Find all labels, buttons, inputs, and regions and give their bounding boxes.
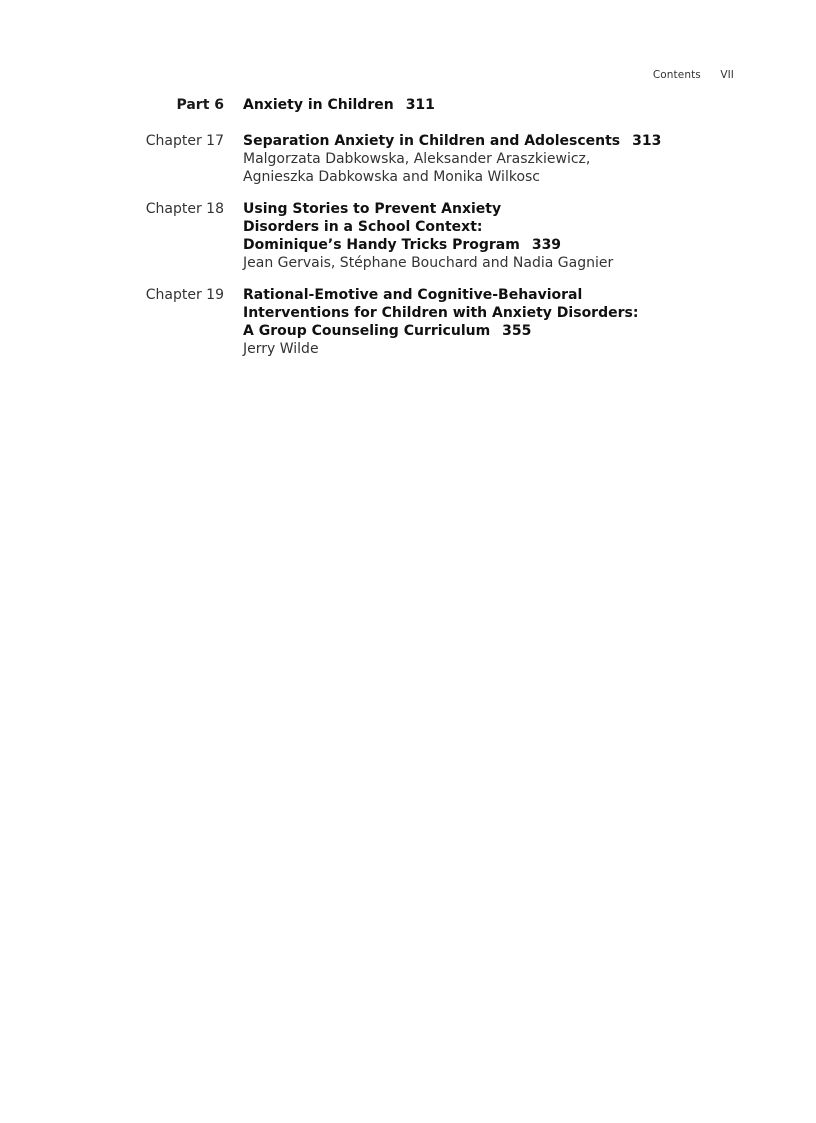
chapter-body (243, 286, 663, 358)
author-line: Agnieszka Dabkowska and Monika Wilkosc (243, 169, 540, 185)
toc-chapter-entry (0, 286, 816, 358)
chapter-title-text: Dominique’s Handy Tricks Program (243, 237, 520, 253)
chapter-authors (243, 150, 663, 186)
part-label: Part 6 (176, 97, 224, 113)
author-line: Jean Gervais, Stéphane Bouchard and Nadia Gagnier (243, 255, 614, 271)
part-title-line (243, 96, 663, 114)
chapter-title-line: Disorders in a School Context: (243, 219, 483, 235)
chapter-authors (243, 254, 663, 272)
chapter-label: Chapter 17 (145, 133, 224, 149)
chapter-authors (243, 340, 663, 358)
running-head (653, 69, 734, 81)
running-head-title: Contents (652, 69, 701, 81)
toc-part-entry (0, 96, 816, 114)
running-head-page-number: VII (720, 69, 734, 81)
author-line: Jerry Wilde (243, 341, 319, 357)
chapter-title-text: A Group Counseling Curriculum (243, 323, 491, 339)
part-page-number: 311 (405, 97, 435, 113)
chapter-label: Chapter 18 (145, 201, 224, 217)
chapter-title (243, 200, 663, 254)
toc-chapter-entry (0, 200, 816, 272)
chapter-body (243, 132, 663, 186)
chapter-label: Chapter 19 (145, 287, 224, 303)
chapter-title (243, 132, 663, 150)
chapter-page-number: 339 (531, 237, 562, 253)
toc-chapter-entry (0, 132, 816, 186)
chapter-page-number: 355 (502, 323, 532, 339)
chapter-title-line: Using Stories to Prevent Anxiety (243, 201, 502, 217)
part-title: Anxiety in Children (243, 97, 394, 113)
chapter-page-number: 313 (632, 133, 662, 149)
author-line: Malgorzata Dabkowska, Aleksander Araszkiewicz, (243, 151, 591, 167)
chapter-title-text: Separation Anxiety in Children and Adolescents (243, 133, 621, 149)
chapter-title (243, 286, 663, 340)
chapter-title-line (243, 236, 663, 254)
chapter-title-line (243, 322, 663, 340)
chapter-body (243, 200, 663, 272)
chapter-title-line: Rational-Emotive and Cognitive-Behavioral (243, 287, 583, 303)
chapter-title-line (243, 132, 663, 150)
part-body (243, 96, 663, 114)
chapter-title-line: Interventions for Children with Anxiety Disorders: (243, 305, 639, 321)
table-of-contents (0, 96, 816, 372)
